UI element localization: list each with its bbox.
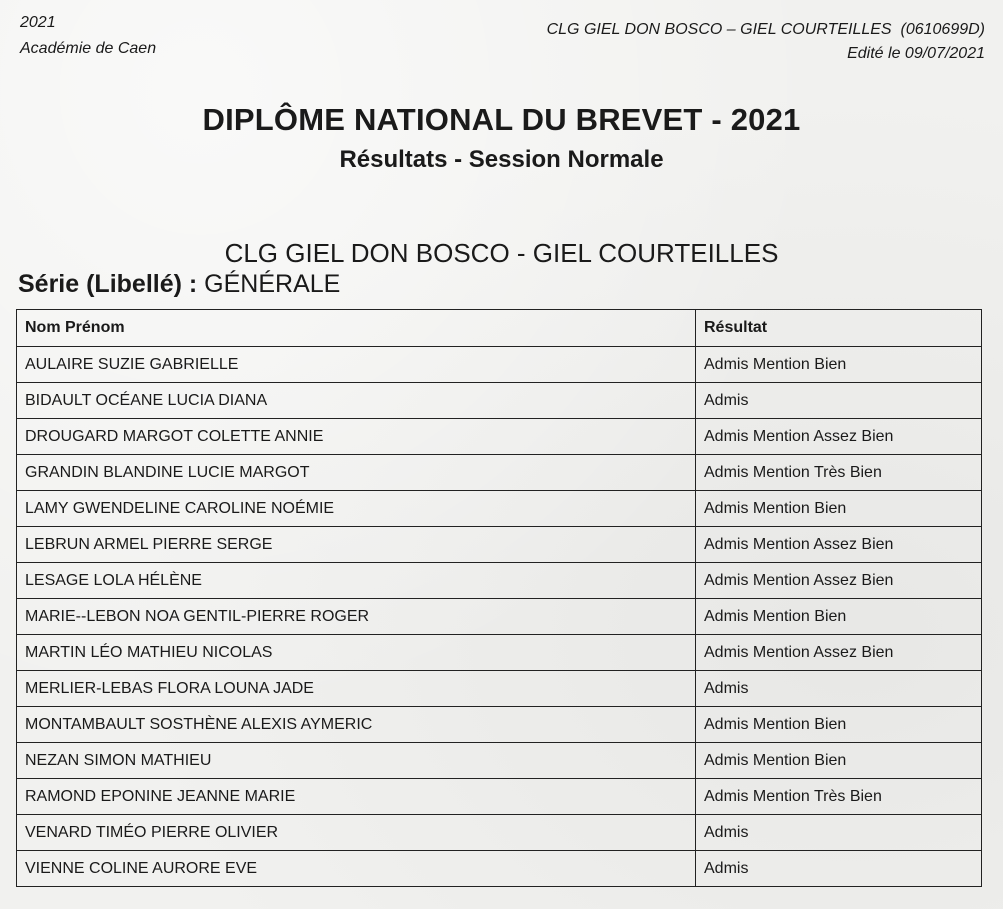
student-result: Admis Mention Assez Bien [696, 527, 982, 563]
student-name: GRANDIN BLANDINE LUCIE MARGOT [17, 455, 696, 491]
table-row [17, 347, 982, 383]
header-school-code: CLG GIEL DON BOSCO – GIEL COURTEILLES (0610699D) [546, 21, 985, 38]
table-row [17, 815, 982, 851]
table-row [17, 419, 982, 455]
student-name: MARTIN LÉO MATHIEU NICOLAS [17, 635, 696, 671]
results-table [16, 309, 982, 887]
table-row [17, 455, 982, 491]
student-result: Admis [696, 851, 982, 887]
table-row [17, 671, 982, 707]
table-row [17, 383, 982, 419]
student-result: Admis Mention Très Bien [696, 779, 982, 815]
student-result: Admis Mention Bien [696, 599, 982, 635]
student-result: Admis [696, 815, 982, 851]
document-title: DIPLÔME NATIONAL DU BREVET - 2021 [202, 102, 801, 137]
header-year: 2021 [20, 14, 56, 31]
table-row [17, 779, 982, 815]
student-result: Admis Mention Bien [696, 743, 982, 779]
table-row [17, 743, 982, 779]
table-row [17, 563, 982, 599]
student-name: BIDAULT OCÉANE LUCIA DIANA [17, 383, 696, 419]
student-name: MERLIER-LEBAS FLORA LOUNA JADE [17, 671, 696, 707]
header-left [20, 10, 156, 62]
table-row [17, 599, 982, 635]
header-right [547, 18, 985, 66]
document-subtitle: Résultats - Session Normale [339, 146, 664, 173]
student-name: DROUGARD MARGOT COLETTE ANNIE [17, 419, 696, 455]
student-result: Admis [696, 383, 982, 419]
school-name: CLG GIEL DON BOSCO - GIEL COURTEILLES [224, 238, 779, 268]
student-name: LESAGE LOLA HÉLÈNE [17, 563, 696, 599]
student-result: Admis Mention Bien [696, 707, 982, 743]
student-result: Admis Mention Assez Bien [696, 635, 982, 671]
table-row [17, 527, 982, 563]
serie-line [18, 270, 340, 299]
student-name: RAMOND EPONINE JEANNE MARIE [17, 779, 696, 815]
student-result: Admis Mention Assez Bien [696, 419, 982, 455]
student-result: Admis [696, 671, 982, 707]
header-academy: Académie de Caen [20, 40, 157, 57]
table-row [17, 851, 982, 887]
student-result: Admis Mention Bien [696, 491, 982, 527]
student-result: Admis Mention Bien [696, 347, 982, 383]
table-row [17, 635, 982, 671]
student-name: MONTAMBAULT SOSTHÈNE ALEXIS AYMERIC [17, 707, 696, 743]
header-result: Résultat [696, 310, 982, 347]
student-name: LEBRUN ARMEL PIERRE SERGE [17, 527, 696, 563]
header-name: Nom Prénom [17, 310, 696, 347]
student-name: NEZAN SIMON MATHIEU [17, 743, 696, 779]
header-edited-date: Edité le 09/07/2021 [847, 45, 985, 62]
serie-value: GÉNÉRALE [204, 270, 341, 298]
student-name: AULAIRE SUZIE GABRIELLE [17, 347, 696, 383]
table-row [17, 491, 982, 527]
student-name: VIENNE COLINE AURORE EVE [17, 851, 696, 887]
student-name: MARIE--LEBON NOA GENTIL-PIERRE ROGER [17, 599, 696, 635]
serie-label: Série (Libellé) : [18, 270, 198, 298]
student-name: VENARD TIMÉO PIERRE OLIVIER [17, 815, 696, 851]
student-name: LAMY GWENDELINE CAROLINE NOÉMIE [17, 491, 696, 527]
table-header-row [17, 310, 982, 347]
student-result: Admis Mention Très Bien [696, 455, 982, 491]
table-row [17, 707, 982, 743]
student-result: Admis Mention Assez Bien [696, 563, 982, 599]
